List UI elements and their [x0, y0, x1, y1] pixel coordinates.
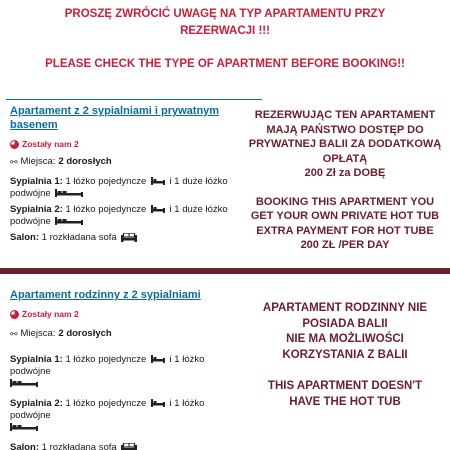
hot-tub-info-pl-2: MAJĄ PAŃSTWO DOSTĘP DO [266, 123, 424, 136]
no-hot-tub-info-en-1: THIS APARTMENT DOESN'T [267, 380, 423, 392]
double-bed-icon [55, 217, 83, 225]
hot-tub-info-en-4: 200 ZŁ /PER DAY [300, 239, 390, 251]
notice-pl-line-1: PROSZĘ ZWRÓCIĆ UWAGĘ NA TYP APARTAMENTU PRZY [64, 8, 386, 20]
bedroom-1-single: 1 łóżko pojedyncze [65, 176, 147, 187]
availability-text: Zostały nam 2 [22, 139, 79, 149]
no-hot-tub-info-pl-1: APARTAMENT RODZINNY NIE [262, 302, 428, 314]
bedroom-2-single: 1 łóżko pojedyncze [65, 398, 147, 409]
salon-label: Salon: [10, 442, 40, 450]
pie-chart-icon [10, 140, 19, 149]
hot-tub-info-en-1: BOOKING THIS APARTMENT YOU [255, 195, 435, 208]
hot-tub-info-en-3: EXTRA PAYMENT FOR HOT TUBE [256, 224, 434, 237]
double-bed-icon [10, 379, 38, 387]
bedroom-2-label: Sypialnia 2: [10, 204, 63, 215]
apartment-title-link[interactable]: Apartament rodzinny z 2 sypialniami [10, 289, 201, 301]
bedroom-1-double-a: i 1 duże łóżko [169, 176, 228, 187]
no-hot-tub-info-pl-4: KORZYSTANIA Z BALII [282, 348, 408, 361]
bedroom-1-label: Sypialnia 1: [10, 176, 63, 187]
people-icon: ⚯ [10, 157, 18, 167]
availability-text: Zostały nam 2 [22, 309, 79, 319]
section-rule [6, 99, 262, 100]
hot-tub-info-pl-4: OPŁATĄ [322, 152, 368, 165]
single-bed-icon [151, 399, 165, 407]
sofa-icon [121, 443, 137, 450]
bedroom-1-single: 1 łóżko pojedyncze [65, 354, 147, 365]
people-icon: ⚯ [10, 329, 18, 339]
bedroom-1-info [10, 176, 242, 200]
no-hot-tub-info-pl-3: NIE MA MOŻLIWOŚCI [286, 333, 404, 345]
salon-value: 1 rozkładana sofa [41, 442, 117, 450]
double-bed-icon [55, 189, 83, 197]
section-divider [0, 268, 450, 274]
guests-info [10, 156, 242, 168]
apartment-card-family [10, 288, 242, 450]
availability-badge [10, 308, 242, 320]
single-bed-icon [151, 355, 165, 363]
bedroom-1-info [10, 354, 242, 390]
booking-notice-en: PLEASE CHECK THE TYPE OF APARTMENT BEFORE BOOKING!! [45, 58, 405, 70]
apartment-title-link[interactable] [10, 104, 242, 132]
hot-tub-info-block [240, 108, 450, 253]
bedroom-2-double-a: i 1 duże łóżko [169, 204, 228, 215]
bedroom-2-double-b: podwójne [10, 216, 51, 227]
no-hot-tub-info-pl-2: POSIADA BALII [302, 317, 388, 330]
bedroom-2-info [10, 398, 242, 434]
booking-notice-pl [0, 6, 450, 40]
double-bed-icon [10, 423, 38, 431]
bedroom-1-double: i 1 łóżko podwójne [10, 354, 205, 377]
hot-tub-info-pl-5: 200 Zł za DOBĘ [304, 167, 386, 179]
guests-value: 2 dorosłych [58, 328, 112, 339]
pie-chart-icon [10, 310, 19, 319]
salon-label: Salon: [10, 232, 40, 243]
bedroom-2-single: 1 łóżko pojedyncze [65, 204, 147, 215]
hot-tub-info-pl-1: REZERWUJĄC TEN APARTAMENT [254, 109, 436, 121]
guests-info [10, 328, 242, 340]
guests-label: Miejsca: [20, 156, 56, 167]
bedroom-2-label: Sypialnia 2: [10, 398, 63, 409]
bedroom-1-double-b: podwójne [10, 188, 51, 199]
hot-tub-info-pl-3: PRYWATNEJ BALII ZA DODATKOWĄ [248, 138, 442, 150]
guests-label: Miejsca: [20, 328, 56, 339]
bedroom-2-info [10, 204, 242, 228]
bedroom-2-double: i 1 łóżko podwójne [10, 398, 205, 421]
availability-badge [10, 138, 242, 150]
guests-value: 2 dorosłych [58, 156, 112, 167]
apartment-card-private-pool [10, 104, 242, 244]
salon-info [10, 232, 242, 244]
apartment-title-line-1: Apartament z 2 sypialniami i prywatnym [10, 105, 220, 117]
salon-info [10, 442, 242, 450]
no-hot-tub-info-block [240, 301, 450, 410]
bedroom-1-label: Sypialnia 1: [10, 354, 63, 365]
notice-pl-line-2: REZERWACJI !!! [180, 25, 270, 37]
single-bed-icon [151, 205, 165, 213]
hot-tub-info-en-2: GET YOUR OWN PRIVATE HOT TUB [250, 210, 440, 222]
apartment-title-line-2: basenem [10, 119, 58, 131]
sofa-icon [121, 233, 137, 242]
single-bed-icon [151, 177, 165, 185]
salon-value: 1 rozkładana sofa [41, 232, 117, 243]
no-hot-tub-info-en-2: HAVE THE HOT TUB [289, 395, 401, 408]
